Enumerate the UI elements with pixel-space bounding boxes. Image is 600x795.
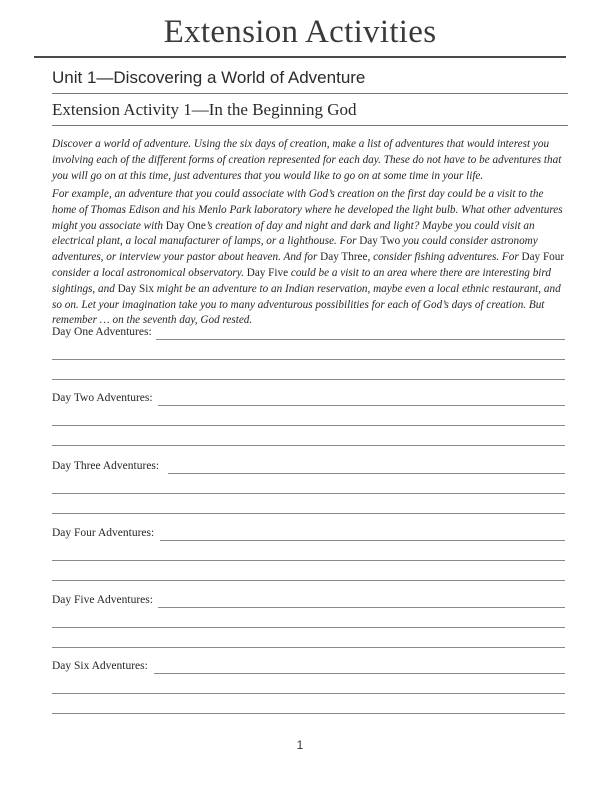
day-five-term: Day Five: [246, 266, 289, 279]
answer-line[interactable]: [52, 445, 565, 446]
answer-line[interactable]: [52, 560, 565, 561]
answer-line[interactable]: [168, 473, 565, 474]
paragraph-text: might be an adventure to an Indian reservation, maybe even a local ethnic restaurant, and so on. Let your imagination take you to many adventurous possibilities for each of God’s days of creation. But remember … on the seventh day, God rested.: [52, 282, 561, 327]
paragraph-text: you could consider astronomy adventures, or interview your pastor about heaven. And for: [52, 235, 538, 264]
paragraph-lead: Discover a world of adventure.: [52, 138, 192, 150]
answer-line[interactable]: [156, 339, 565, 340]
answer-line[interactable]: [158, 607, 565, 608]
day-two-section: [52, 392, 565, 452]
day-six-term: Day Six: [117, 282, 154, 295]
day-three-section: [52, 460, 565, 520]
activity-title: Extension Activity 1—In the Beginning God: [52, 100, 357, 119]
day-four-label: Day Four Adventures:: [52, 527, 158, 539]
paragraph-text: Using the six days of creation, make a list of adventures that would interest you involving each of the different forms of creation represented for each day. These do not have to be adventures that you will go on at this time, just adventures that you would like to go on at some time in your life.: [52, 138, 562, 182]
day-four-section: [52, 527, 565, 587]
unit-title: Unit 1—Discovering a World of Adventure: [52, 68, 366, 87]
paragraph-text: , consider fishing adventures. For: [367, 251, 522, 264]
day-six-section: [52, 660, 565, 720]
day-three-term: Day Three: [320, 251, 368, 264]
day-one-term: Day One: [165, 219, 206, 232]
answer-line[interactable]: [154, 673, 565, 674]
answer-line[interactable]: [52, 493, 565, 494]
day-three-label: Day Three Adventures:: [52, 460, 163, 472]
answer-line[interactable]: [52, 513, 565, 514]
answer-line[interactable]: [52, 693, 565, 694]
paragraph-lead: For example,: [52, 188, 112, 200]
day-four-term: Day Four: [521, 251, 565, 264]
answer-line[interactable]: [158, 405, 565, 406]
day-five-section: [52, 594, 565, 654]
answer-line[interactable]: [52, 359, 565, 360]
answer-line[interactable]: [52, 580, 565, 581]
day-six-label: Day Six Adventures:: [52, 660, 152, 672]
unit-divider: [52, 93, 568, 94]
day-two-label: Day Two Adventures:: [52, 392, 157, 404]
day-two-term: Day Two: [359, 235, 401, 248]
answer-line[interactable]: [52, 713, 565, 714]
paragraph-text: consider a local astronomical observatory.: [52, 266, 247, 279]
instructions-paragraph: [52, 137, 570, 184]
activity-divider: [52, 125, 568, 126]
paragraph-text: an adventure that you could associate with God’s creation on the first day could be a visit to the home of Thomas Edison and his Menlo Park laboratory where he developed the light bulb. What other adventures might you associate with: [52, 188, 563, 232]
page-number: 1: [296, 738, 304, 752]
example-paragraph: [52, 187, 570, 329]
day-one-label: Day One Adventures:: [52, 326, 156, 338]
paragraph-text: could be a visit to an area where there are interesting bird sightings, and: [52, 266, 551, 295]
page-title: Extension Activities: [163, 14, 437, 50]
answer-line[interactable]: [52, 647, 565, 648]
day-five-label: Day Five Adventures:: [52, 594, 157, 606]
paragraph-text: ’s creation of day and night and dark and light? Maybe you could visit an electrical plant, a local manufacturer of lamps, or a lighthouse. For: [52, 219, 535, 248]
answer-line[interactable]: [52, 425, 565, 426]
day-one-section: [52, 326, 565, 386]
answer-line[interactable]: [52, 627, 565, 628]
answer-line[interactable]: [160, 540, 565, 541]
answer-line[interactable]: [52, 379, 565, 380]
title-divider: [34, 56, 566, 58]
